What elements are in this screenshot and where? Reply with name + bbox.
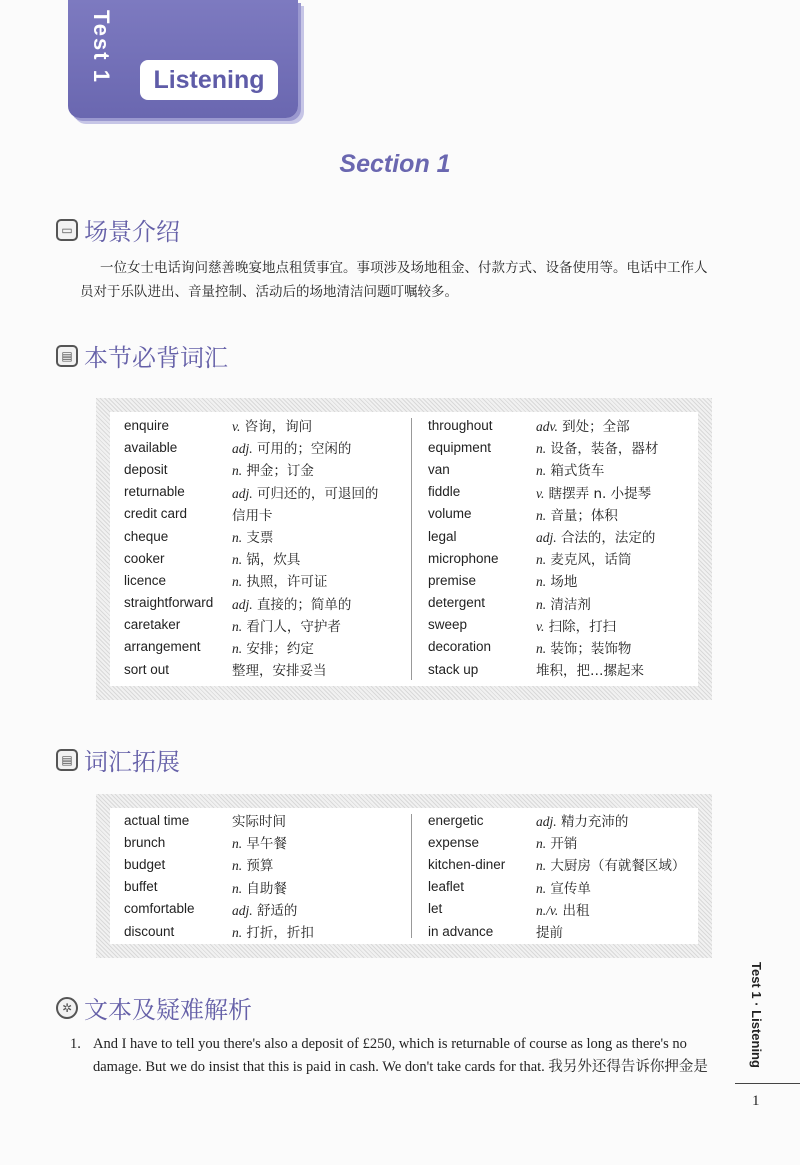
vocab-meaning (536, 548, 631, 568)
meaning-text: 整理，安排妥当 (232, 663, 327, 680)
part-of-speech: adj. (536, 530, 557, 546)
vocab-word: equipment (428, 439, 492, 455)
vocab-word: microphone (428, 550, 499, 566)
test-label: Test 1 (89, 10, 114, 84)
vocab-row (428, 636, 658, 658)
vocab-meaning (536, 459, 604, 479)
vocab-row (124, 831, 314, 853)
vocab-word: discount (124, 923, 175, 939)
section-title: Section 1 (339, 150, 451, 178)
gear-icon: ✲ (56, 997, 78, 1019)
vocab-word: buffet (124, 879, 158, 895)
meaning-text: 场地 (550, 574, 578, 591)
vocab-meaning (232, 832, 287, 852)
vocab-left-column (124, 414, 378, 680)
part-of-speech: n. (232, 836, 243, 852)
vocab-meaning (536, 415, 630, 435)
vocab-row (428, 436, 658, 458)
part-of-speech: n. (536, 596, 547, 612)
part-of-speech: n. (232, 858, 243, 874)
vocab-word: expense (428, 834, 480, 850)
meaning-text: 押金；订金 (246, 463, 314, 480)
vocab-row (124, 436, 378, 458)
meaning-text: 看门人，守护者 (246, 618, 341, 635)
vocab-meaning (536, 832, 577, 852)
vocab-word: sweep (428, 617, 468, 633)
part-of-speech: adj. (232, 485, 253, 501)
vocab-meaning (536, 637, 631, 657)
expansion-heading-text: 词汇拓展 (84, 748, 180, 776)
meaning-text: 支票 (246, 530, 274, 547)
vocab-word: sort out (124, 661, 170, 677)
vocab-meaning (232, 854, 273, 874)
expansion-box (96, 794, 712, 958)
vocab-word: in advance (428, 923, 494, 939)
expansion-right-column (428, 809, 685, 942)
vocab-row (124, 592, 378, 614)
vocab-meaning (232, 899, 297, 919)
vocab-row (428, 547, 658, 569)
vocab-row (124, 503, 378, 525)
vocab-row (428, 503, 658, 525)
vocab-meaning (232, 548, 300, 568)
meaning-text: 自助餐 (246, 880, 287, 897)
vocab-meaning (232, 615, 341, 635)
meaning-text: 实际时间 (232, 814, 286, 831)
part-of-speech: n. (536, 858, 547, 874)
vocab-word: stack up (428, 661, 479, 677)
meaning-text: 可用的；空闲的 (256, 441, 352, 458)
vocab-meaning (232, 459, 314, 479)
vocab-word: throughout (428, 417, 493, 433)
vocab-row (428, 920, 685, 942)
vocab-word: leaflet (428, 879, 465, 895)
analysis-heading (56, 990, 252, 1025)
scene-paragraph: 一位女士电话询问慈善晚宴地点租赁事宜。事项涉及场地租金、付款方式、设备使用等。电话中工作人员对于乐队进出、音量控制、活动后的场地清洁问题叮嘱较多。 (80, 260, 708, 300)
meaning-text: 开销 (550, 836, 578, 853)
vocab-word: caretaker (124, 617, 181, 633)
vocab-row (428, 481, 658, 503)
meaning-text: 设备，装备，器材 (550, 441, 659, 458)
vocab-word: fiddle (428, 484, 461, 500)
vocab-row (428, 614, 658, 636)
vocab-word: van (428, 461, 450, 477)
vocab-word: volume (428, 506, 472, 522)
vocab-word: actual time (124, 812, 190, 828)
vocab-meaning (232, 593, 351, 613)
meaning-text: 堆积，把…摞起来 (536, 663, 644, 680)
expansion-left-column (124, 809, 314, 942)
meaning-text: 合法的，法定的 (560, 530, 656, 547)
part-of-speech: v. (536, 618, 545, 634)
part-of-speech: adj. (232, 902, 253, 918)
part-of-speech: n. (232, 880, 243, 896)
meaning-text: 麦克风，话筒 (550, 552, 632, 569)
vocab-row (428, 831, 685, 853)
vocab-row (124, 636, 378, 658)
column-divider (411, 418, 412, 680)
part-of-speech: v. (536, 485, 545, 501)
vocab-word: decoration (428, 639, 492, 655)
meaning-text: 大厨房（有就餐区域） (550, 858, 686, 875)
meaning-text: 出租 (562, 902, 590, 919)
part-of-speech: n. (232, 530, 243, 546)
vocab-word: premise (428, 572, 477, 588)
vocab-meaning (232, 877, 287, 897)
vocab-meaning (536, 437, 658, 457)
meaning-text: 安排；约定 (246, 640, 314, 657)
vocab-meaning (536, 504, 618, 524)
vocab-word: budget (124, 856, 166, 872)
part-of-speech: adj. (232, 596, 253, 612)
vocab-meaning (232, 810, 286, 830)
part-of-speech: n. (232, 618, 243, 634)
vocab-row (124, 481, 378, 503)
meaning-text: 执照，许可证 (246, 574, 328, 591)
vocab-word: returnable (124, 484, 185, 500)
vocab-meaning (232, 921, 314, 941)
vocab-meaning (536, 570, 577, 590)
meaning-text: 可归还的，可退回的 (256, 485, 379, 502)
meaning-text: 咨询，询问 (244, 419, 313, 436)
vocab-meaning (536, 810, 628, 830)
vocab-word: deposit (124, 461, 168, 477)
part-of-speech: n. (232, 640, 243, 656)
vocab-meaning (232, 570, 327, 590)
vocab-row (124, 853, 314, 875)
vocab-meaning (232, 437, 351, 457)
vocab-meaning (536, 593, 591, 613)
vocab-word: legal (428, 528, 457, 544)
vocab-meaning (232, 526, 273, 546)
meaning-text: 精力充沛的 (560, 814, 629, 831)
vocab-right-column (428, 414, 658, 680)
part-of-speech: n. (232, 552, 243, 568)
vocab-row (428, 525, 658, 547)
divider-line (735, 1083, 800, 1084)
vocab-meaning (232, 482, 378, 502)
vocab-row (428, 658, 658, 680)
meaning-text: 提前 (536, 925, 563, 942)
vocab-heading-text: 本节必背词汇 (84, 344, 228, 372)
analysis-item-number: 1. (70, 1036, 81, 1052)
vocab-heading (56, 338, 228, 373)
vocab-word: comfortable (124, 901, 195, 917)
vocab-word: cheque (124, 528, 169, 544)
vocab-row (124, 920, 314, 942)
meaning-text: 直接的；简单的 (256, 596, 352, 613)
vocab-row (124, 525, 378, 547)
part-of-speech: n. (536, 507, 547, 523)
vocab-meaning (536, 659, 644, 679)
vocab-word: credit card (124, 506, 188, 522)
vocab-meaning (232, 415, 312, 435)
part-of-speech: n./v. (536, 902, 559, 918)
vocab-word: enquire (124, 417, 170, 433)
meaning-text: 装饰；装饰物 (550, 640, 632, 657)
scene-heading (56, 212, 180, 247)
vocab-word: detergent (428, 595, 486, 611)
vocab-row (428, 876, 685, 898)
vocab-row (124, 458, 378, 480)
meaning-text: 箱式货车 (550, 463, 605, 480)
part-of-speech: n. (536, 880, 547, 896)
part-of-speech: n. (536, 552, 547, 568)
analysis-item-text: And I have to tell you there's also a deposit of £250, which is returnable of course as long as there's no damage. But we do insist that this is paid in cash. We don't take cards for that. 我另外还得告诉你押金是 (93, 1036, 708, 1075)
meaning-text: 预算 (246, 858, 274, 875)
part-of-speech: n. (232, 574, 243, 590)
module-label: Listening (140, 60, 278, 100)
vocab-row (124, 876, 314, 898)
vocab-row (124, 569, 378, 591)
expansion-heading (56, 742, 180, 777)
vocab-word: available (124, 439, 178, 455)
vocab-word: cooker (124, 550, 165, 566)
vocab-meaning (232, 659, 327, 679)
vocab-row (124, 414, 378, 436)
part-of-speech: adv. (536, 419, 558, 435)
vocab-row (124, 658, 378, 680)
part-of-speech: n. (232, 463, 243, 479)
meaning-text: 宣传单 (550, 880, 591, 897)
book-icon: ▤ (56, 345, 78, 367)
vocab-meaning (536, 526, 655, 546)
vocab-row (428, 809, 685, 831)
analysis-heading-text: 文本及疑难解析 (84, 996, 252, 1024)
meaning-text: 锅，炊具 (246, 552, 301, 569)
vocab-word: brunch (124, 834, 166, 850)
vocab-word: arrangement (124, 639, 201, 655)
vocab-row (428, 458, 658, 480)
meaning-text: 扫除，打扫 (548, 618, 617, 635)
vocab-meaning (232, 637, 314, 657)
meaning-text: 瞎摆弄 n. 小提琴 (548, 485, 652, 502)
vocab-word: let (428, 901, 443, 917)
vocab-word: licence (124, 572, 167, 588)
vocab-meaning (536, 899, 590, 919)
part-of-speech: v. (232, 419, 241, 435)
part-of-speech: n. (536, 574, 547, 590)
side-running-label: Test 1 · Listening (749, 962, 764, 1068)
vocab-meaning (232, 504, 273, 524)
vocab-meaning (536, 854, 685, 874)
vocab-meaning (536, 482, 651, 502)
meaning-text: 音量；体积 (550, 507, 618, 524)
vocab-row (124, 898, 314, 920)
meaning-text: 早午餐 (246, 836, 287, 853)
vocab-row (428, 853, 685, 875)
part-of-speech: adj. (536, 814, 557, 830)
vocab-box (96, 398, 712, 700)
part-of-speech: adj. (232, 441, 253, 457)
page-number: 1 (752, 1093, 760, 1109)
analysis-item (70, 1033, 730, 1079)
vocab-meaning (536, 921, 563, 941)
book-icon: ▤ (56, 749, 78, 771)
vocab-row (428, 414, 658, 436)
part-of-speech: n. (536, 463, 547, 479)
vocab-meaning (536, 615, 616, 635)
meaning-text: 清洁剂 (550, 596, 591, 613)
part-of-speech: n. (536, 441, 547, 457)
vocab-row (124, 614, 378, 636)
scene-icon: ▭ (56, 219, 78, 241)
column-divider (411, 814, 412, 938)
meaning-text: 信用卡 (232, 507, 273, 524)
part-of-speech: n. (536, 640, 547, 656)
vocab-meaning (536, 877, 591, 897)
vocab-word: energetic (428, 812, 484, 828)
vocab-row (124, 809, 314, 831)
vocab-word: kitchen-diner (428, 856, 506, 872)
meaning-text: 舒适的 (256, 902, 298, 919)
vocab-row (428, 592, 658, 614)
meaning-text: 打折，折扣 (246, 925, 314, 942)
vocab-row (428, 898, 685, 920)
vocab-row (124, 547, 378, 569)
vocab-row (428, 569, 658, 591)
scene-heading-text: 场景介绍 (84, 218, 180, 246)
part-of-speech: n. (232, 925, 243, 941)
meaning-text: 到处；全部 (562, 419, 630, 436)
part-of-speech: n. (536, 836, 547, 852)
vocab-word: straightforward (124, 595, 214, 611)
